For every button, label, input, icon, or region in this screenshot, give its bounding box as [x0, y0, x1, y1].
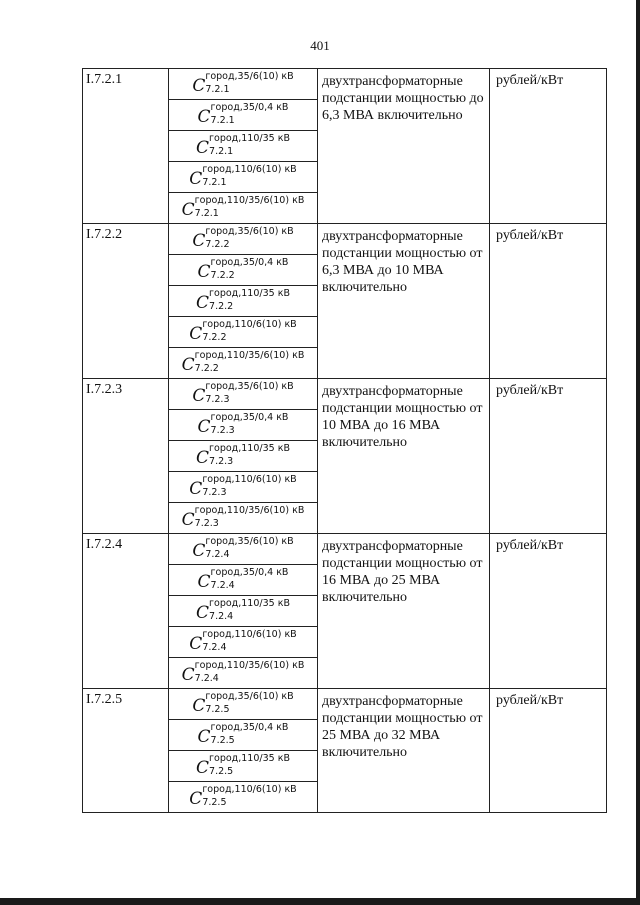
rate-symbol-cell	[169, 596, 318, 627]
formula-superscript: город,110/6(10) кВ	[202, 784, 297, 795]
formula-subscript: 7.2.4	[205, 549, 230, 560]
row-code: I.7.2.3	[83, 379, 169, 534]
table-row	[83, 379, 607, 410]
formula-superscript: город,35/0,4 кВ	[210, 722, 289, 733]
rate-symbol-cell	[169, 224, 318, 255]
formula-scripts	[209, 134, 290, 157]
formula-symbol: C	[196, 758, 210, 778]
formula-subscript: 7.2.5	[205, 704, 230, 715]
row-unit: рублей/кВт	[490, 224, 607, 379]
formula-symbol: C	[181, 355, 195, 375]
formula-symbol: C	[189, 479, 203, 499]
rate-symbol-cell	[169, 193, 318, 224]
rate-formula	[169, 100, 317, 130]
formula-subscript: 7.2.1	[205, 84, 230, 95]
rate-formula	[169, 441, 317, 471]
formula-scripts	[195, 196, 305, 219]
formula-subscript: 7.2.4	[209, 611, 234, 622]
formula-scripts	[202, 165, 296, 188]
formula-symbol: C	[196, 448, 210, 468]
rate-symbol-cell	[169, 255, 318, 286]
formula-symbol: C	[192, 386, 206, 406]
formula-subscript: 7.2.5	[210, 735, 235, 746]
formula-superscript: город,35/6(10) кВ	[205, 691, 294, 702]
rate-symbol-cell	[169, 689, 318, 720]
rate-symbol-cell	[169, 162, 318, 193]
rate-symbol-cell	[169, 69, 318, 100]
rate-formula	[169, 69, 317, 99]
row-description: двухтрансформаторные подстанции мощностью от 25 МВА до 32 МВА включительно	[318, 689, 490, 813]
row-description: двухтрансформаторные подстанции мощностью от 16 МВА до 25 МВА включительно	[318, 534, 490, 689]
formula-superscript: город,35/6(10) кВ	[205, 381, 294, 392]
formula-symbol: C	[197, 262, 211, 282]
rate-symbol-cell	[169, 472, 318, 503]
rate-formula	[169, 131, 317, 161]
formula-symbol: C	[197, 107, 211, 127]
formula-scripts	[209, 444, 290, 467]
rate-formula	[169, 534, 317, 564]
page-number: 401	[310, 38, 330, 53]
rate-formula	[169, 379, 317, 409]
rate-formula	[169, 596, 317, 626]
rate-symbol-cell	[169, 751, 318, 782]
formula-superscript: город,110/35/6(10) кВ	[194, 195, 305, 206]
formula-scripts	[205, 692, 293, 715]
row-code: I.7.2.1	[83, 69, 169, 224]
rate-symbol-cell	[169, 348, 318, 379]
formula-symbol: C	[181, 665, 195, 685]
formula-scripts	[211, 723, 289, 746]
formula-scripts	[205, 227, 293, 250]
formula-subscript: 7.2.5	[202, 797, 227, 808]
formula-symbol: C	[189, 789, 203, 809]
formula-superscript: город,110/35 кВ	[209, 598, 290, 609]
formula-superscript: город,110/6(10) кВ	[202, 319, 297, 330]
row-description: двухтрансформаторные подстанции мощностью до 6,3 МВА включительно	[318, 69, 490, 224]
table-row	[83, 224, 607, 255]
formula-symbol: C	[196, 138, 210, 158]
formula-scripts	[211, 103, 289, 126]
formula-scripts	[211, 413, 289, 436]
formula-superscript: город,35/0,4 кВ	[210, 412, 289, 423]
formula-symbol: C	[196, 293, 210, 313]
rate-symbol-cell	[169, 658, 318, 689]
formula-symbol: C	[197, 417, 211, 437]
tariff-table-body	[83, 69, 607, 813]
rate-formula	[169, 503, 317, 533]
rate-formula	[169, 689, 317, 719]
row-unit: рублей/кВт	[490, 534, 607, 689]
rate-formula	[169, 162, 317, 192]
table-row	[83, 69, 607, 100]
formula-scripts	[211, 568, 289, 591]
formula-subscript: 7.2.1	[210, 115, 235, 126]
formula-superscript: город,35/0,4 кВ	[210, 567, 289, 578]
rate-formula	[169, 720, 317, 750]
formula-subscript: 7.2.2	[205, 239, 230, 250]
formula-symbol: C	[192, 231, 206, 251]
rate-formula	[169, 193, 317, 223]
rate-symbol-cell	[169, 410, 318, 441]
formula-symbol: C	[189, 169, 203, 189]
rate-symbol-cell	[169, 720, 318, 751]
formula-symbol: C	[197, 572, 211, 592]
formula-subscript: 7.2.3	[202, 487, 227, 498]
formula-scripts	[209, 754, 290, 777]
formula-superscript: город,110/6(10) кВ	[202, 164, 297, 175]
formula-subscript: 7.2.5	[209, 766, 234, 777]
rate-formula	[169, 751, 317, 781]
rate-symbol-cell	[169, 782, 318, 813]
formula-subscript: 7.2.1	[209, 146, 234, 157]
row-code: I.7.2.2	[83, 224, 169, 379]
formula-superscript: город,110/35 кВ	[209, 133, 290, 144]
rate-formula	[169, 782, 317, 812]
formula-subscript: 7.2.4	[194, 673, 219, 684]
formula-scripts	[195, 661, 305, 684]
formula-symbol: C	[181, 510, 195, 530]
formula-subscript: 7.2.3	[209, 456, 234, 467]
rate-formula	[169, 410, 317, 440]
rate-symbol-cell	[169, 131, 318, 162]
rate-formula	[169, 627, 317, 657]
formula-subscript: 7.2.2	[209, 301, 234, 312]
rate-formula	[169, 224, 317, 254]
formula-subscript: 7.2.3	[194, 518, 219, 529]
formula-superscript: город,110/6(10) кВ	[202, 474, 297, 485]
formula-symbol: C	[197, 727, 211, 747]
formula-superscript: город,110/35/6(10) кВ	[194, 505, 305, 516]
formula-scripts	[195, 351, 305, 374]
formula-superscript: город,35/6(10) кВ	[205, 71, 294, 82]
formula-subscript: 7.2.1	[202, 177, 227, 188]
rate-formula	[169, 472, 317, 502]
formula-superscript: город,110/6(10) кВ	[202, 629, 297, 640]
formula-symbol: C	[189, 324, 203, 344]
formula-subscript: 7.2.4	[202, 642, 227, 653]
formula-symbol: C	[196, 603, 210, 623]
rate-symbol-cell	[169, 379, 318, 410]
formula-scripts	[202, 785, 296, 808]
formula-symbol: C	[189, 634, 203, 654]
row-unit: рублей/кВт	[490, 69, 607, 224]
rate-formula	[169, 317, 317, 347]
formula-symbol: C	[192, 696, 206, 716]
formula-scripts	[205, 72, 293, 95]
formula-superscript: город,35/6(10) кВ	[205, 226, 294, 237]
formula-subscript: 7.2.3	[205, 394, 230, 405]
rate-symbol-cell	[169, 286, 318, 317]
row-code: I.7.2.4	[83, 534, 169, 689]
rate-symbol-cell	[169, 441, 318, 472]
formula-symbol: C	[181, 200, 195, 220]
formula-scripts	[209, 289, 290, 312]
formula-symbol: C	[192, 541, 206, 561]
row-code: I.7.2.5	[83, 689, 169, 813]
rate-formula	[169, 348, 317, 378]
formula-superscript: город,110/35 кВ	[209, 753, 290, 764]
formula-subscript: 7.2.4	[210, 580, 235, 591]
formula-scripts	[202, 475, 296, 498]
rate-formula	[169, 658, 317, 688]
row-description: двухтрансформаторные подстанции мощностью от 10 МВА до 16 МВА включительно	[318, 379, 490, 534]
formula-superscript: город,35/0,4 кВ	[210, 102, 289, 113]
formula-superscript: город,110/35/6(10) кВ	[194, 660, 305, 671]
formula-superscript: город,110/35/6(10) кВ	[194, 350, 305, 361]
rate-formula	[169, 286, 317, 316]
row-unit: рублей/кВт	[490, 379, 607, 534]
rate-symbol-cell	[169, 565, 318, 596]
formula-symbol: C	[192, 76, 206, 96]
table-row	[83, 534, 607, 565]
formula-subscript: 7.2.1	[194, 208, 219, 219]
table-row	[83, 689, 607, 720]
formula-scripts	[209, 599, 290, 622]
formula-subscript: 7.2.2	[202, 332, 227, 343]
formula-subscript: 7.2.3	[210, 425, 235, 436]
row-unit: рублей/кВт	[490, 689, 607, 813]
rate-symbol-cell	[169, 503, 318, 534]
rate-symbol-cell	[169, 100, 318, 131]
rate-formula	[169, 565, 317, 595]
formula-superscript: город,35/6(10) кВ	[205, 536, 294, 547]
rate-symbol-cell	[169, 534, 318, 565]
formula-superscript: город,110/35 кВ	[209, 443, 290, 454]
formula-superscript: город,110/35 кВ	[209, 288, 290, 299]
formula-subscript: 7.2.2	[194, 363, 219, 374]
rate-symbol-cell	[169, 627, 318, 658]
rate-symbol-cell	[169, 317, 318, 348]
formula-scripts	[202, 630, 296, 653]
formula-superscript: город,35/0,4 кВ	[210, 257, 289, 268]
formula-scripts	[205, 537, 293, 560]
formula-scripts	[202, 320, 296, 343]
row-description: двухтрансформаторные подстанции мощностью от 6,3 МВА до 10 МВА включительно	[318, 224, 490, 379]
tariff-table	[82, 68, 607, 813]
formula-scripts	[195, 506, 305, 529]
formula-scripts	[205, 382, 293, 405]
formula-subscript: 7.2.2	[210, 270, 235, 281]
formula-scripts	[211, 258, 289, 281]
rate-formula	[169, 255, 317, 285]
